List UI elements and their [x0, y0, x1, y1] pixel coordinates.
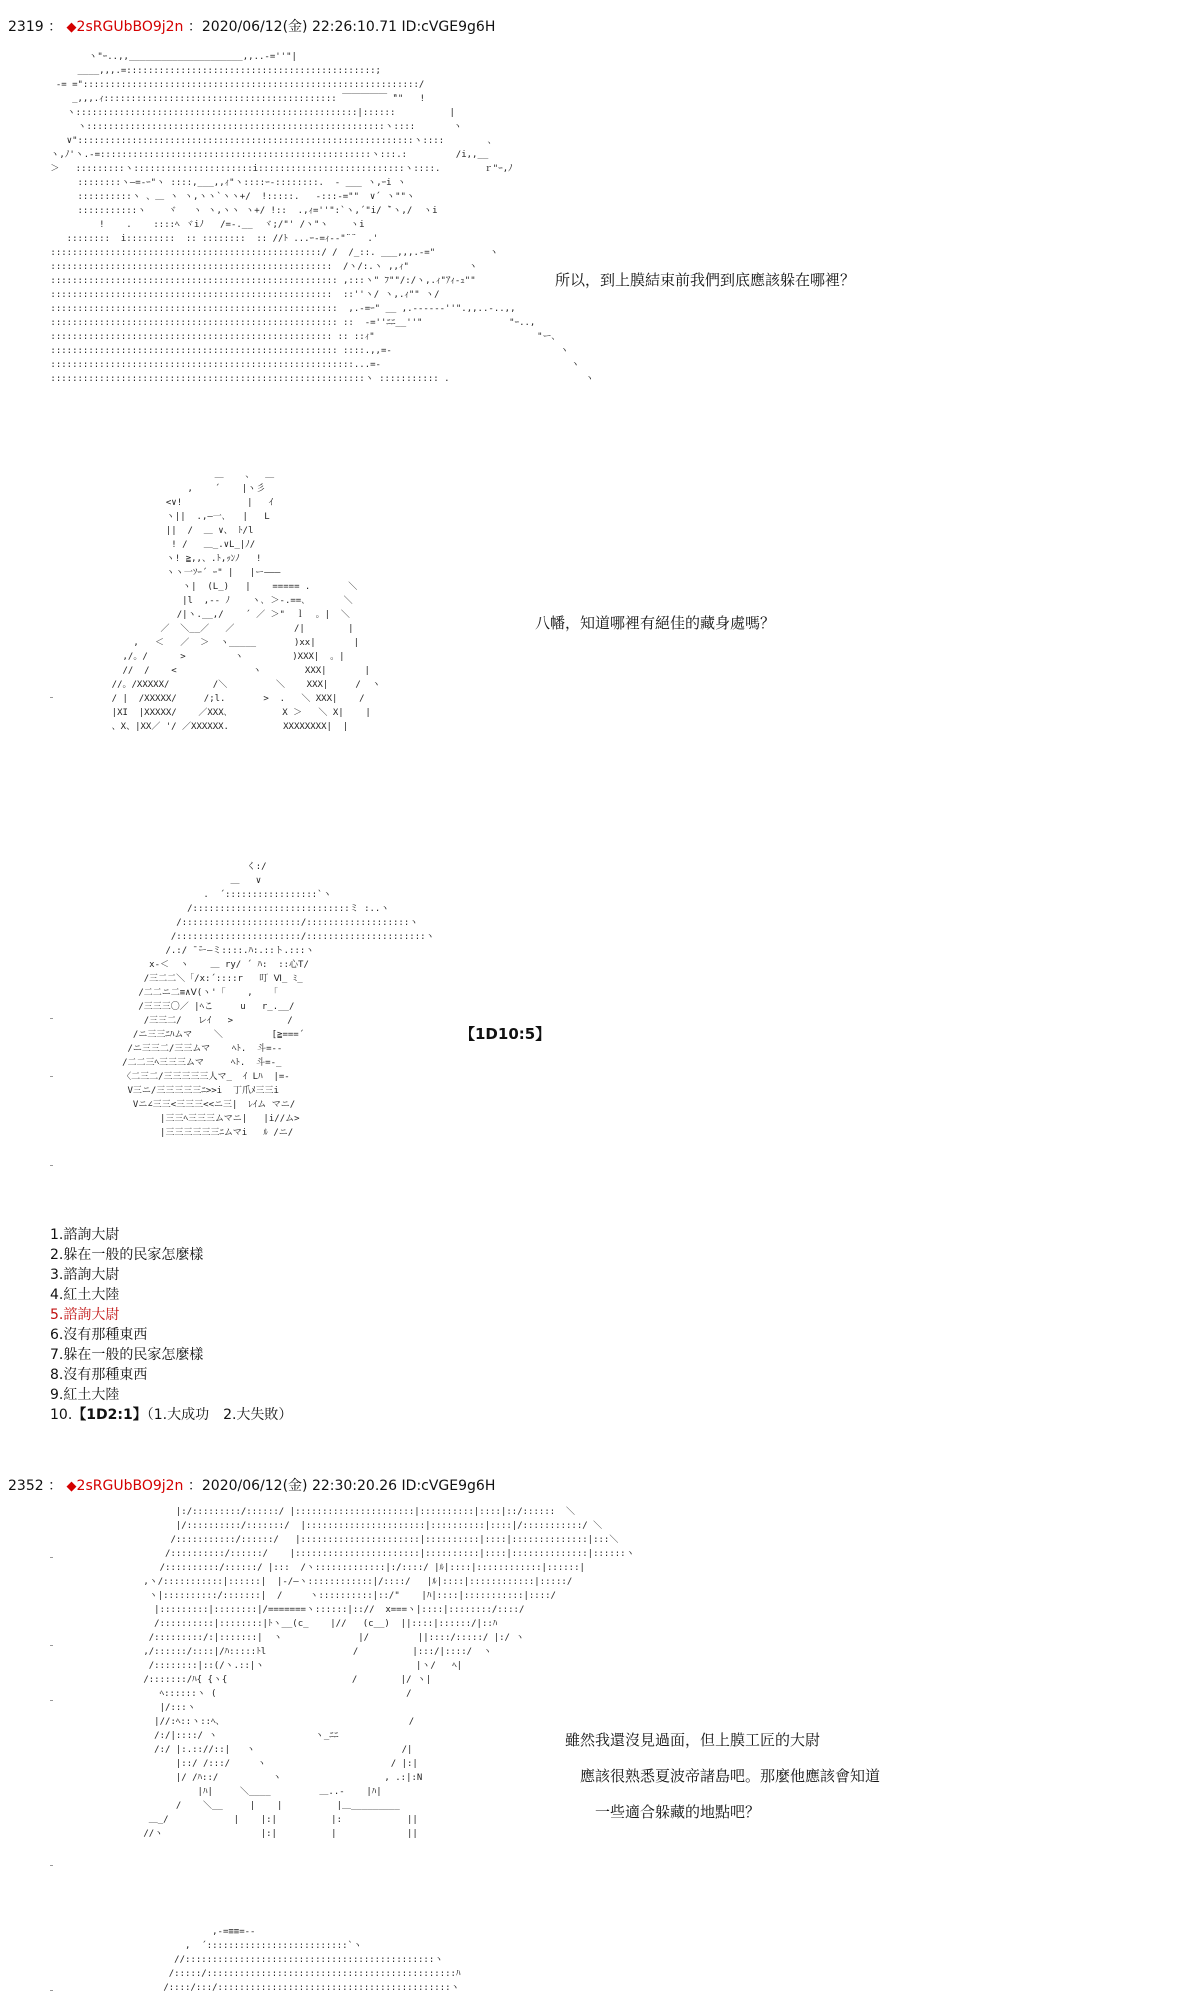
list-item: 1.諮詢大尉: [50, 1227, 120, 1243]
list-item: 9.紅土大陸: [50, 1387, 120, 1403]
list-item-suffix: （1.大成功 2.大失敗）: [146, 1407, 293, 1423]
post-separator: ：: [48, 1478, 63, 1494]
dialogue-line: 一些適合躲藏的地點吧？: [565, 1803, 761, 1821]
dialogue-line: 應該很熟悉夏波帝諸島吧。那麼他應該會知道: [565, 1767, 881, 1785]
list-item: 8.沒有那種東西: [50, 1367, 148, 1383]
margin-dot: [50, 1990, 53, 1991]
post-header: [8, 1475, 495, 1495]
post-meta: ：2020/06/12(金) 22:26:10.71 ID:cVGE9g6H: [187, 19, 496, 35]
margin-dot: [50, 1165, 53, 1166]
post-number: 2319: [8, 19, 44, 35]
margin-dot: [50, 1645, 53, 1646]
list-item: [50, 1405, 292, 1425]
margin-dot: [50, 1700, 53, 1701]
margin-dot: [50, 1557, 53, 1558]
list-item: 6.沒有那種東西: [50, 1327, 148, 1343]
dialogue-line: 八幡，知道哪裡有絕佳的藏身處嗎？: [535, 614, 776, 632]
list-item-selected: 5.諮詢大尉: [50, 1307, 120, 1323]
margin-dot: [50, 1018, 53, 1019]
post-separator: ：: [48, 19, 63, 35]
dice-result: 【1D10:5】: [460, 1025, 551, 1043]
ascii-art-spiky-hair-character: |:/:::::::::/::::::/ |::::::::::::::::::::::|::::::::::|::::|::/:::::: ＼ |/::::::::::/:::::::/ |::::::::::::::::::::::|::::::::::|::::|/:::::::::::/ ＼ /:::::::::::/::::::/ |::::::::::::::::::::::|::::::::::|::::|::::::::::::::|:::＼ /::::::::::/::::::/ |:::::::::::::::::::::::|::::::::::|::::|::::::::::::::|::::::ヽ /::::::::::/::::::/ |::: /ヽ:::::::::::::|:/::::/ |ﾙ|::::|::::::::::::|::::::| ,ヽ/:::::::::::|::::::| |-/―ヽ::::::::::::|/::::/ |ﾙ|::::|::::::::::::|:::::/ ヽ|::::::::::/:::::::| / ヽ::::::::::|::/" |ﾊ|::::|:::::::::::|::::/ |:::::::::|::::::::|/=======ヽ::::::|::// x===ヽ|::::|::::::::/::::/ /::::::::::|::::::::|ﾄヽ__(c_ |// (c__) ||::::|::::::/|::ﾊ /:::::::::/:|:::::::| ヽ |/ ||::::/:::::/ |:/ ヽ ,/::::::/::::|/ﾊ:::::ﾄl / |:::/|::::/ ヽ /::::::::|::(/ヽ.::|ヽ |ヽ/ ﾍ| /:::::::/ﾊ{ {ヽ{ / |/ ヽ| ﾍ::::::ヽ ( / |/:::ヽ |//:ﾍ::ヽ::ﾍ、 / /:/|::::/ ヽ ヽ_ﾆﾆ /:/ |:.:://::| ヽ /| |::/ /:::/ ヽ / |:| |/ /ﾊ::/ ヽ , .:|:N |ﾊ| ＼____ ＿..- |ﾊ| / ＼__ | | |＿_________ ＿_/ | |:| |: || //ヽ |:| | ||: [143, 1507, 635, 1839]
list-item: 7.躲在一般的民家怎麼樣: [50, 1347, 204, 1363]
dice-result-inline: 【1D2:1】: [72, 1407, 147, 1423]
tripcode-link[interactable]: 2sRGUbBO9j2n: [76, 19, 184, 35]
margin-dot: [50, 1865, 53, 1866]
roll-options-list: [50, 1225, 292, 1425]
tripcode-link[interactable]: 2sRGUbBO9j2n: [76, 1478, 184, 1494]
diamond-icon: ◆: [66, 1479, 77, 1494]
ascii-art-hachiman: ＿ 、 ＿ , ´ |ヽ彡 <∨! | ｲ ヽ|| .,―一､ | L || / ＿ ∨、 ﾄ/l ! / ＿_.∨L_|ﾉ/ ヽ! ≧,,、.ﾄ,ｯﾝﾉ ! ヽヽ一ｿｰ´ ｰ" | |ー――― ヽ| (L_) | ===== . ＼ |l ,-‐ ﾉ ヽ､ ＞-.==､ ＼ /|ヽ.__,/ ´ ／ ＞" ｌ 。| ＼ ／ ＼__／ ／ /| | , ＜ ／ ＞ ヽ_____ )xx| | ,/。/ > ヽ )XXX| 。| // / < ヽ XXX| | //。/XXXXX/ /＼ ＼ XXX| / ヽ / | /XXXXX/ /;l. > . ＼ XXX| / |XI |XXXXX/ ／XXX､ X ＞ ＼ X| | 、X、|XX／ '/ ／XXXXXX. XXXXXXXX| |: [111, 470, 381, 732]
dialogue-line: 雖然我還沒見過面，但上膜工匠的大尉: [565, 1731, 821, 1749]
post-number: 2352: [8, 1478, 44, 1494]
ascii-art-partial-character: ,-=≡≡=-- , ´::::::::::::::::::::::::::`ヽ //::::::::::::::::::::::::::::::::::::::::::::::ヽ /:::::/::::::::::::::::::::::::::::::::::::::::::::::ﾊ /::::/:::/:::::::::::::::::::::::::::::::::::::::::::ヽ: [163, 1927, 461, 1993]
margin-dot: [50, 1076, 53, 1077]
list-item: 2.躲在一般的民家怎麼樣: [50, 1247, 204, 1263]
list-item-prefix: 10.: [50, 1407, 73, 1423]
ascii-art-hat-character: ヽ"ｰ..,,_____________________,,..-=''"| ____,,,.=::::::::::::::::::::::::::::::::::::::::::::::; -= ="::::::::::::::::::::::::::::::::::::::::::::::::::::::::::::::/ _,,,.ｨ::::::::::::::::::::::::::::::::::::::::::: ￣￣￣￣￣ ̄"" ! ヽ::::::::::::::::::::::::::::::::::::::::::::::::::::|:::::: | ヽ:::::::::::::::::::::::::::::::::::::::::::::::::::::::ヽ:::: ヽ ∨"::::::::::::::::::::::::::::::::::::::::::::::::::::::::::::::ヽ:::: 、 ヽ,ﾉ'ヽ.-=::::::::::::::::::::::::::::::::::::::::::::::::::ヽ:::.: /i,,__ ＞ :::::::::ヽ::::::::::::::::::::::i:::::::::::::::::::::::::::ヽ::::. ｒ"ｰ,ﾉ ::::::::ヽ―=-ｰ"ヽ ::::,___,,ｨ"ヽ::::ｰ-::::::::. - ___ ヽ,ｰi ヽ ::::::::::ヽ 、＿ ヽ ヽ,ヽヽ`ヽヽ+/ !:::::. -:::-="" ∨´ ヽ""ヽ :::::::::::ヽ ヾ ヽ ヽ,ヽヽ ヽ+/ !:: .,ｨ=''":`ヽ,´"i/ ̄`ヽ,/ ヽi ! . ::::ﾍ ヾiﾉ /=-.__ ヾ;/"' /ヽ"ヽ ヽi :::::::: i::::::::: :: :::::::: :: //ﾄ ...ｰ-=ｨ--"¨¨ .' ::::::::::::::::::::::::::::::::::::::::::::::::::/ / /_::. ___,,,.-=" ヽ :::::::::::::::::::::::::::::::::::::::::::::::::::: /ヽ/:.ヽ ,,ｨ" ヽ ::::::::::::::::::::::::::::::::::::::::::::::::::::: ,:::ヽ" ﾌ""/:/ヽ,.ｨ"ｱｨ-ｭ"" :::::::::::::::::::::::::::::::::::::::::::::::::::: ::''ヽ/ ヽ,.ｨ"" ヽ/ ::::::::::::::::::::::::::::::::::::::::::::::::::::: ,.-=ｰ" __ ,.------''".,,..-..,, ::::::::::::::::::::::::::::::::::::::::::::::::::::: :: -=''ﾆﾆ__''" "ｰ.., :::::::::::::::::::::::::::::::::::::::::::::::::::: :: ::ｨ" "ー、 ::::::::::::::::::::::::::::::::::::::::::::::::::::: ::::.,,=- ヽ ::::::::::::::::::::::::::::::::::::::::::::::::::::::::...=- ヽ ::::::::::::::::::::::::::::::::::::::::::::::::::::::::::ヽ ::::::::::: . ヽ: [50, 52, 595, 384]
margin-dot: [50, 697, 53, 698]
post-meta: ：2020/06/12(金) 22:30:20.26 ID:cVGE9g6H: [187, 1478, 496, 1494]
list-item: 4.紅土大陸: [50, 1287, 120, 1303]
list-item: 3.諮詢大尉: [50, 1267, 120, 1283]
ascii-art-capped-character: く:/ ＿ ∨ . ´:::::::::::::::::`ヽ /:::::::::::::::::::::::::::::ミ :..ヽ /::::::::::::::::::::::/:::::::::::::::::::ヽ /:::::::::::::::::::::::/::::::::::::::::::::::ヽ /.:/ ̄ ̄ー―ミ::::.ﾊ:.::ト.:::ヽ x-＜ ヽ ＿ ry/ ´ ﾊ: ::心T/ /三二二＼「/x:´::::r 叮 Ⅵ_ ﾐ_ /二二ニ二≡∧Ⅴ(ヽ'「 , 「 /三三三〇／ |ﾍこ u r_.__/ /三三二/ レｲ > / /ニ三三ﾆﾊムマ ＼ [≧===´ /ニ三三二/三三ムマ ﾍﾄ. 斗=-‐ /二二三ﾍ三三三ムマ ﾍﾄ. 斗=-_ 〈二三二/三三三三三人マ_ ｲ Lﾊ |=- V三ニ/三三三三三ﾆ>>i 丁爪ﾒ三三i Vニ∠三三<三三三<<ニ三| ﾚｲム マニ/ |三三ﾍ三三三ムマニ| |i//ム> |三三三三三三ﾆムマi ﾙ /ニ/: [122, 862, 435, 1138]
dialogue-line: 所以，到上膜結束前我們到底應該躲在哪裡？: [555, 271, 856, 289]
diamond-icon: ◆: [66, 20, 77, 35]
post-header: [8, 16, 495, 36]
